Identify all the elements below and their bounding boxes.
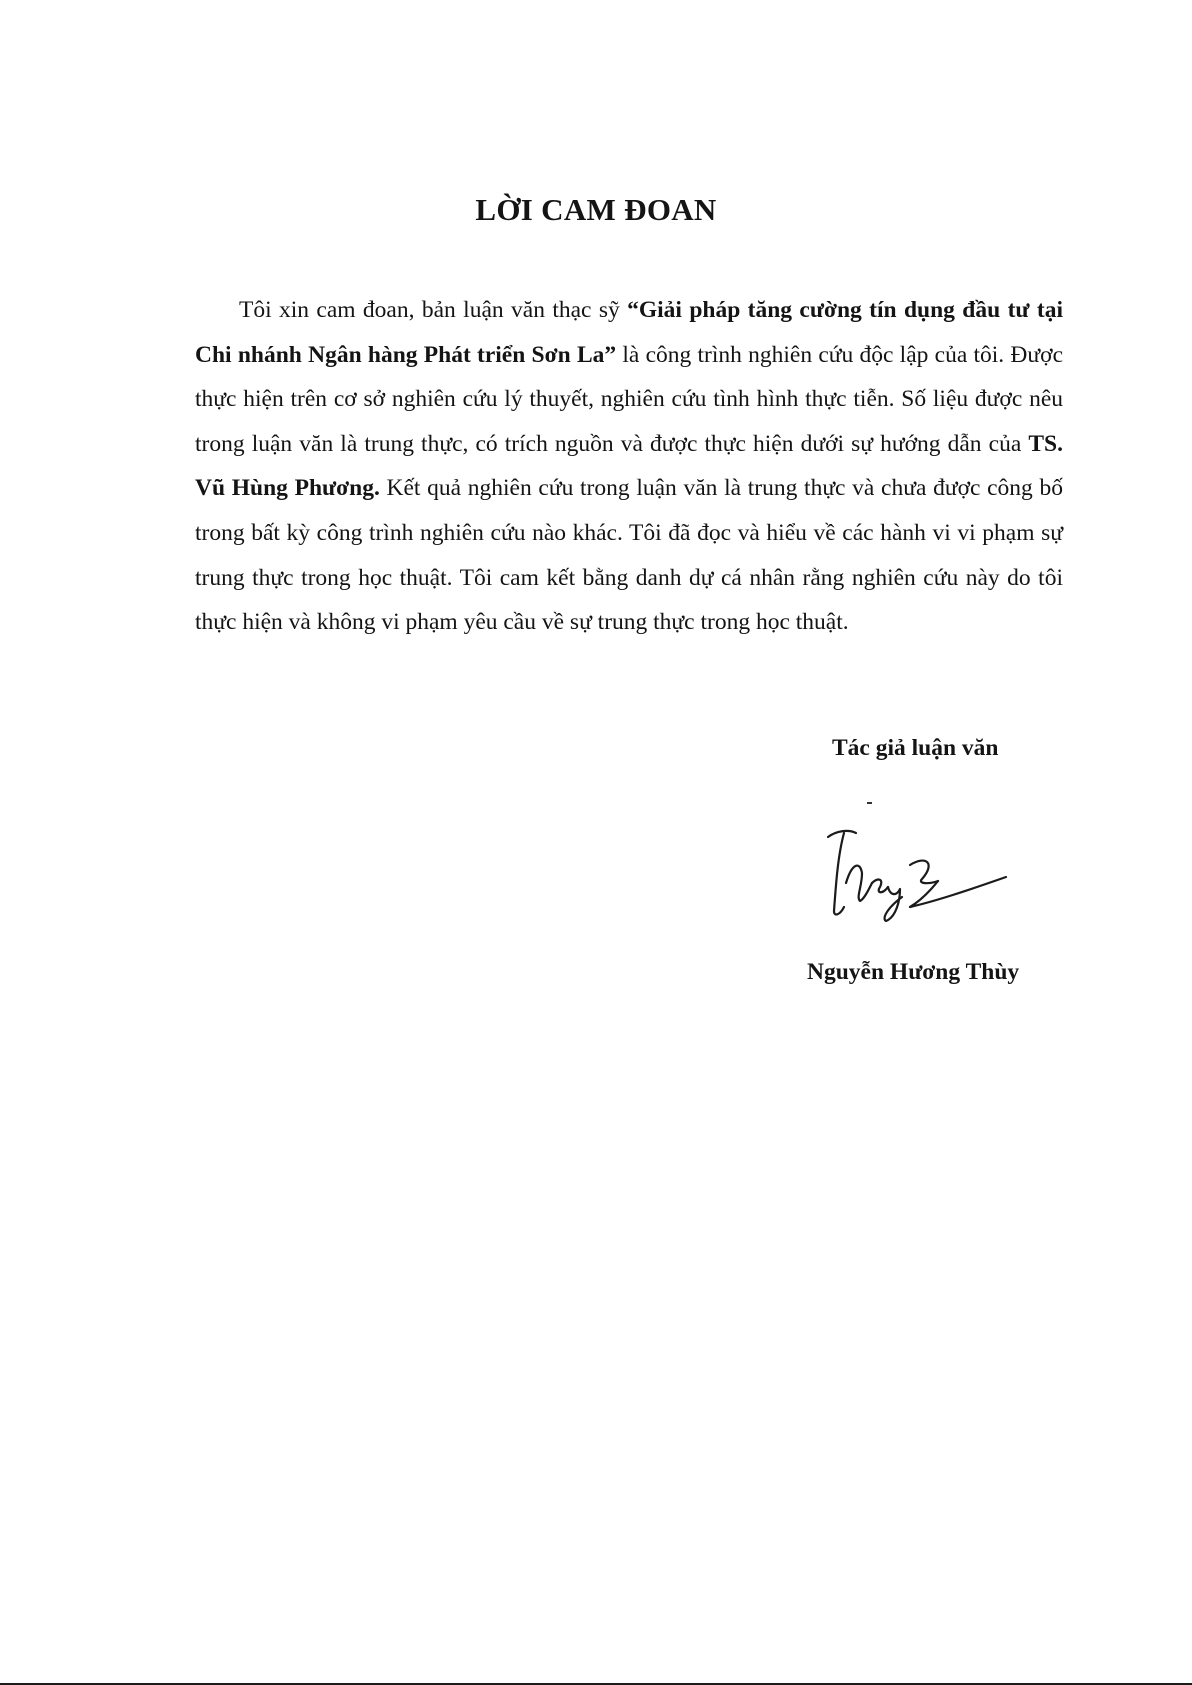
thesis-title: “Giải pháp tăng cường tín dụng đầu tư tại Chi nhánh Ngân hàng Phát triển Sơn La”	[195, 297, 1063, 368]
handwritten-signature	[826, 825, 1008, 925]
paragraph-text-3: Kết quả nghiên cứu trong luận văn là trung thực và chưa được công bố trong bất kỳ công trình nghiên cứu nào khác. Tôi đã đọc và hiểu về các hành vi vi phạm sự trung thực trong học thuật. Tôi cam kết bằng danh dự cá nhân rằng nghiên cứu này do tôi thực hiện và không vi phạm yêu cầu về sự trung thực trong học thuật.	[195, 475, 1063, 636]
paragraph-text-1: Tôi xin cam đoan, bản luận văn thạc sỹ	[239, 297, 628, 323]
declaration-paragraph	[195, 288, 1063, 645]
signature-heading: Tác giả luận văn	[832, 735, 999, 761]
signature-dash-mark	[867, 802, 872, 804]
paragraph-text-2: là công trình nghiên cứu độc lập của tôi. Được thực hiện trên cơ sở nghiên cứu lý thuyết, nghiên cứu tình hình thực tiễn. Số liệu được nêu trong luận văn là trung thực, có trích nguồn và được thực hiện dưới sự hướng dẫn của	[195, 341, 1063, 457]
signature-block	[780, 735, 1080, 1005]
page-title: LỜI CAM ĐOAN	[475, 192, 717, 227]
advisor-name: TS. Vũ Hùng Phương.	[195, 430, 1063, 502]
author-name: Nguyễn Hương Thùy	[807, 959, 1020, 985]
